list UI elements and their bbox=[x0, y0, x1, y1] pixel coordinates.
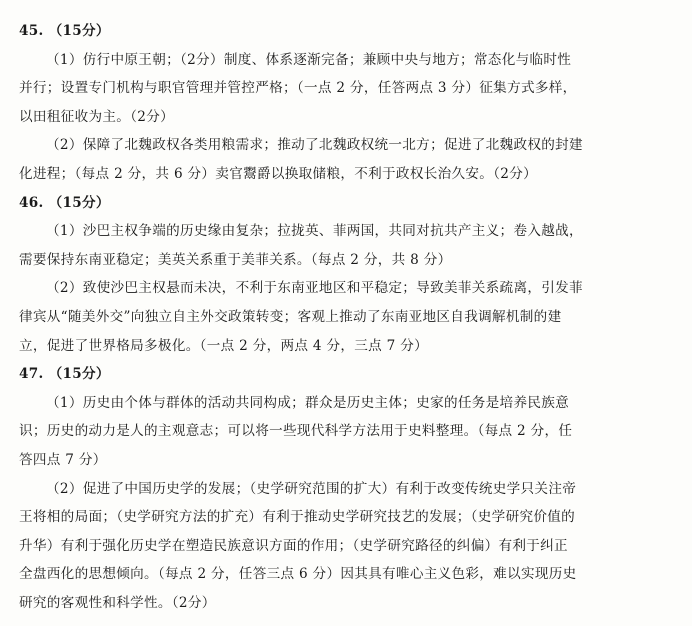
q47-part2-line: （2）促进了中国历史学的发展；（史学研究范围的扩大）有利于改变传统史学只关注帝 bbox=[46, 480, 577, 497]
q46-part1-line: （1）沙巴主权争端的历史缘由复杂；拉拢英、菲两国，共同对抗共产主义；卷入越战， bbox=[46, 223, 583, 240]
q45-part1-line: （1）仿行中原王朝；（2分）制度、体系逐渐完备；兼顾中央与地方；常态化与临时性 bbox=[46, 51, 572, 68]
q47-part1-line: 识；历史的动力是人的主观意志；可以将一些现代科学方法用于史料整理。（每点 2 分，任 bbox=[19, 423, 573, 440]
q47-part2-line: 升华）有利于强化历史学在塑造民族意识方面的作用；（史学研究路径的纠偏）有利于纠正 bbox=[19, 537, 568, 554]
q47-part1-line: （1）历史由个体与群体的活动共同构成；群众是历史主体；史家的任务是培养民族意 bbox=[46, 394, 570, 411]
q47-part1-line: 答四点 7 分） bbox=[19, 451, 107, 468]
q45-part1-line: 并行；设置专门机构与职官管理并管控严格；（一点 2 分，任答两点 3 分）征集方式多样， bbox=[19, 80, 577, 97]
q46-part2-line: 律宾从“随美外交”向独立自主外交政策转变；客观上推动了东南亚地区自我调解机制的建 bbox=[19, 308, 562, 325]
q45-part2-line: （2）保障了北魏政权各类用粮需求；推动了北魏政权统一北方；促进了北魏政权的封建 bbox=[46, 137, 583, 154]
q47-part2-line: 全盘西化的思想倾向。（每点 2 分，任答三点 6 分）因其具有唯心主义色彩，难以实现历史 bbox=[19, 566, 577, 583]
q46-part1-line: 需要保持东南亚稳定；美英关系重于美菲关系。（每点 2 分，共 8 分） bbox=[19, 251, 452, 268]
q47-part2-line: 研究的客观性和科学性。（2分） bbox=[19, 594, 216, 611]
question-45-heading: 45. （15分） bbox=[19, 23, 110, 39]
q45-part1-line: 以田租征收为主。（2分） bbox=[19, 108, 174, 125]
q45-part2-line: 化进程；（每点 2 分，共 6 分）卖官鬻爵以换取储粮，不利于政权长治久安。（2分） bbox=[19, 165, 538, 182]
q46-part2-line: （2）致使沙巴主权悬而未决，不利于东南亚地区和平稳定；导致美菲关系疏离，引发菲 bbox=[46, 280, 583, 297]
q46-part2-line: 立，促进了世界格局多极化。（一点 2 分，两点 4 分，三点 7 分） bbox=[19, 337, 429, 354]
q47-part2-line: 王将相的局面；（史学研究方法的扩充）有利于推动史学研究技艺的发展；（史学研究价值的 bbox=[19, 509, 576, 526]
question-46-heading: 46. （15分） bbox=[19, 194, 110, 211]
question-47-heading: 47. （15分） bbox=[19, 366, 110, 383]
